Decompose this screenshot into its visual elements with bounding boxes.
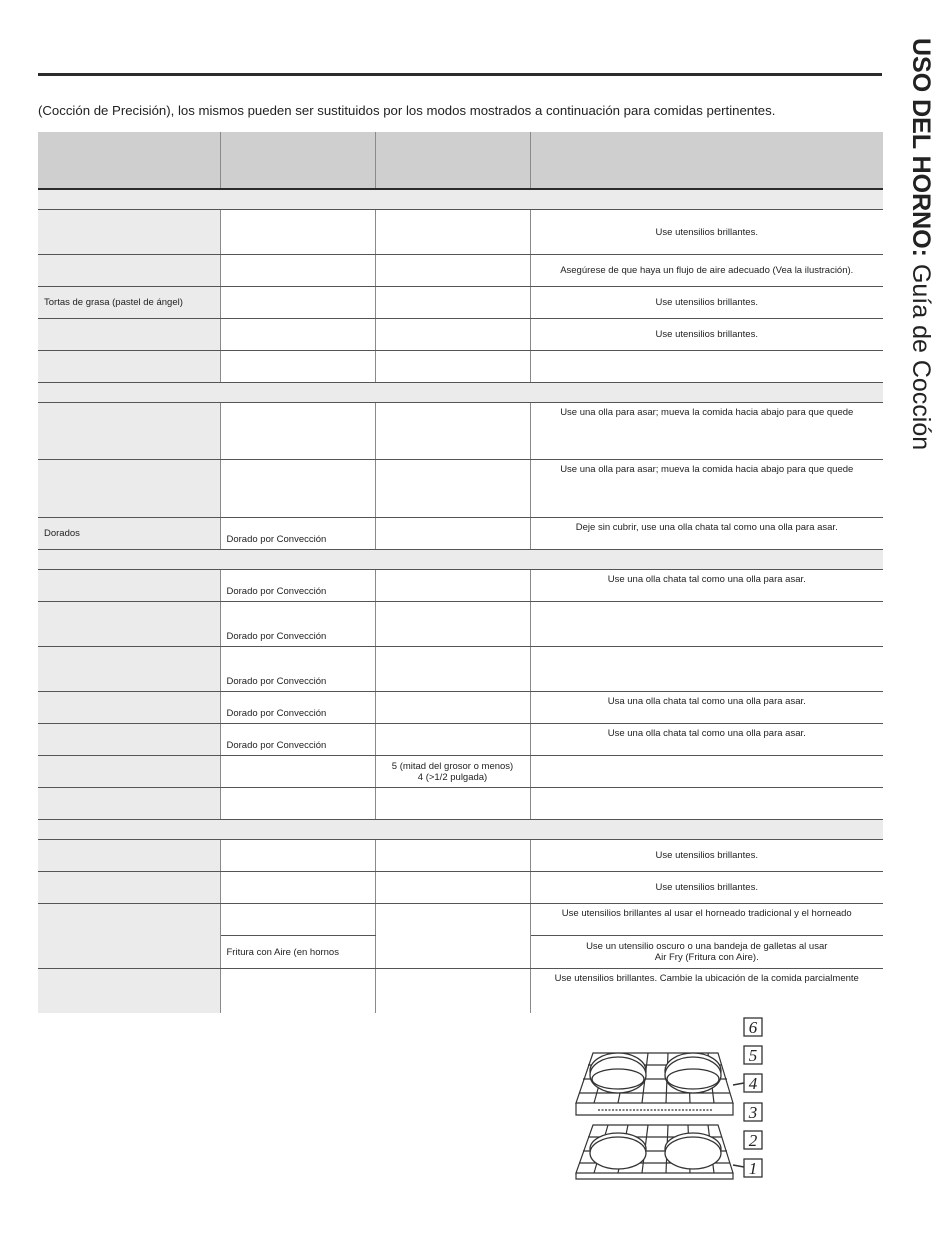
side-title — [898, 38, 944, 598]
table-row — [38, 351, 883, 383]
baking-pan-icon — [590, 1053, 646, 1093]
table-row: Dorado por Convección Use una olla chata tal como una olla para asar. — [38, 724, 883, 756]
top-rule — [38, 73, 882, 76]
section-row — [38, 550, 883, 570]
section-row — [38, 383, 883, 403]
table-row: Fritura con Aire (en hornos Use un utensilio oscuro o una bandeja de galletas al usar Air Fry (Fritura con Aire). — [38, 936, 883, 969]
table-row: Use utensilios brillantes. Cambie la ubicación de la comida parcialmente — [38, 969, 883, 1013]
intro-text: (Cocción de Precisión), los mismos pueden ser sustituidos por los modos mostrados a continuación para comidas pertinentes. — [38, 103, 776, 118]
section-row — [38, 820, 883, 840]
rack-number-3: 3 — [748, 1103, 758, 1122]
table-row: Use utensilios brillantes. — [38, 840, 883, 872]
table-row: Tortas de grasa (pastel de ángel) Use utensilios brillantes. — [38, 287, 883, 319]
baking-pan-icon — [665, 1133, 721, 1169]
baking-pan-icon — [590, 1133, 646, 1169]
oven-rack-diagram — [568, 1015, 768, 1185]
table-row: Dorado por Convección Usa una olla chata tal como una olla para asar. — [38, 692, 883, 724]
cooking-guide-table — [38, 132, 883, 1013]
side-title-light: Guía de Cocción — [907, 263, 935, 451]
table-row: Use utensilios brillantes al usar el horneado tradicional y el horneado — [38, 904, 883, 936]
table-row: Dorado por Convección Use una olla chata tal como una olla para asar. — [38, 570, 883, 602]
rack-number-2: 2 — [748, 1131, 758, 1150]
rack-number-1: 1 — [748, 1159, 758, 1178]
header-cell-notes — [530, 132, 883, 189]
note-line-1: Use un utensilio oscuro o una bandeja de galletas al usar — [586, 941, 828, 952]
rack-number-4: 4 — [748, 1074, 758, 1093]
table-row: Asegúrese de que haya un flujo de aire adecuado (Vea la ilustración). — [38, 255, 883, 287]
rack-number-5: 5 — [748, 1046, 758, 1065]
table-row — [38, 788, 883, 820]
table-row: Use una olla para asar; mueva la comida hacia abajo para que quede — [38, 403, 883, 460]
table-row — [38, 756, 883, 788]
table-row: Use utensilios brillantes. — [38, 210, 883, 255]
header-cell-food — [38, 132, 220, 189]
rack-line-2: 4 (>1/2 pulgada) — [417, 771, 488, 783]
rack-line-1: 5 (mitad del grosor o menos) — [391, 760, 514, 772]
note-line-2: Air Fry (Fritura con Aire). — [654, 952, 759, 963]
table-header-row — [38, 132, 883, 189]
section-row — [38, 189, 883, 210]
baking-pan-icon — [665, 1053, 721, 1093]
rack-number-6: 6 — [748, 1018, 758, 1037]
table-row: Dorados Dorado por Convección Deje sin cubrir, use una olla chata tal como una olla para asar. — [38, 518, 883, 550]
table-row: Dorado por Convección — [38, 602, 883, 647]
table-row: Use utensilios brillantes. — [38, 872, 883, 904]
header-cell-rack — [375, 132, 530, 189]
table-row: Dorado por Convección — [38, 647, 883, 692]
table-row: Use una olla para asar; mueva la comida hacia abajo para que quede — [38, 460, 883, 518]
header-cell-mode — [220, 132, 375, 189]
side-title-bold: USO DEL HORNO: — [907, 38, 935, 257]
table-row: Use utensilios brillantes. — [38, 319, 883, 351]
